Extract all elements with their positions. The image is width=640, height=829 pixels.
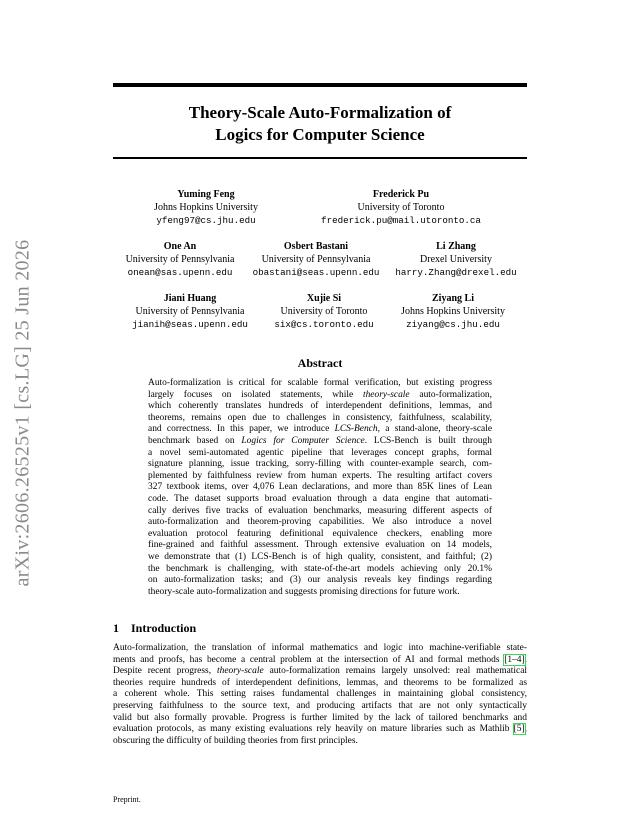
author-email[interactable]: harry.Zhang@drexel.edu — [395, 267, 517, 278]
abstract-line: 327 textbook items, over 4,076 Lean declarations, and more than 85K lines of Lean — [148, 482, 492, 493]
author-affiliation: University of Toronto — [357, 202, 445, 213]
body-line: Auto-formalization, the translation of informal mathematics and logic into machine-verifiable state- — [113, 643, 527, 653]
abstract-line: which coherently translates hundreds of interdependent definitions, lemmas, and — [148, 401, 492, 412]
body-line: evaluation protocols, as many existing evaluations rely heavily on mature libraries such as Mathlib [5], — [113, 724, 527, 735]
author-email[interactable]: jianih@seas.upenn.edu — [132, 319, 248, 330]
author-email[interactable]: ziyang@cs.jhu.edu — [406, 319, 500, 330]
title-bottom-rule — [113, 157, 527, 159]
emphasis: Logics for Computer Science — [241, 435, 365, 446]
abstract-line: the benchmark is challenging, with state-of-the-art models achieving only 20.1% — [148, 563, 492, 574]
abstract-line: evaluation protocol featuring definitional equivalence checkers, enabling more — [148, 528, 492, 539]
abstract-line: fine-grained and faithful assessment. Through extensive evaluation on 14 models, — [148, 540, 492, 551]
author-name: One An — [163, 241, 197, 252]
author-affiliation: University of Pennsylvania — [135, 306, 245, 317]
section-title: Introduction — [131, 621, 197, 635]
author-block — [395, 240, 516, 279]
citation-link[interactable]: [5] — [513, 724, 525, 735]
emphasis: theory-scale — [362, 389, 410, 400]
abstract-line: theorems, remains open due to challenges in consistency, faithfulness, scalability, — [148, 412, 492, 423]
body-line: obscuring the difficulty of building theories from first principles. — [113, 735, 358, 746]
author-email[interactable]: yfeng97@cs.jhu.edu — [156, 215, 256, 226]
paper-title — [113, 102, 527, 146]
author-email[interactable]: onean@sas.upenn.edu — [127, 267, 233, 278]
abstract-line: theory-scale auto-formalization and suggests promising directions for future work. — [148, 586, 460, 597]
title-line-1: Theory-Scale Auto-Formalization of — [188, 103, 452, 122]
abstract-line: a novel semi-automated agentic pipeline that leverages concept graphs, formal — [148, 447, 492, 458]
abstract-line: code. The dataset supports broad evaluation through a data engine that automati- — [148, 493, 492, 504]
abstract-body — [148, 378, 492, 598]
author-email[interactable]: obastani@seas.upenn.edu — [252, 267, 380, 278]
author-affiliation: University of Toronto — [280, 306, 368, 317]
abstract-line: Auto-formalization is critical for scalable formal verification, but existing progress — [148, 378, 492, 388]
intro-paragraph — [113, 643, 527, 747]
body-line: theories require hundreds of interdependent definitions, lemmas, and theorems to be formalized as — [113, 677, 527, 688]
abstract-line: signature planning, issue tracking, sorry-filling with counter-example search, com- — [148, 459, 492, 470]
author-block — [154, 188, 258, 227]
author-block — [126, 240, 235, 279]
author-block — [274, 292, 373, 331]
section-number: 1 — [113, 621, 119, 635]
author-name: Frederick Pu — [372, 189, 430, 200]
abstract-line: plemented by faithfulness review from human experts. The resulting artifact covers — [148, 470, 492, 481]
abstract-line: largely focuses on isolated statements, while theory-scale auto-formalization, — [148, 389, 492, 400]
body-line: ments and proofs, has become a central problem at the intersection of AI and formal methods [1–4]. — [113, 654, 527, 665]
author-affiliation: University of Pennsylvania — [125, 254, 235, 265]
emphasis: LCS-Bench — [334, 424, 378, 435]
author-affiliation: Johns Hopkins University — [401, 306, 505, 317]
abstract-line: on auto-formalization tasks; and (3) our analysis reveals key findings regarding — [148, 575, 492, 586]
body-line: Despite recent progress, theory-scale auto-formalization remains largely unsolved: real mathematical — [113, 666, 528, 677]
abstract-line: benchmark based on Logics for Computer Science. LCS-Bench is built through — [148, 435, 492, 446]
abstract-heading: Abstract — [297, 356, 343, 370]
title-line-2: Logics for Computer Science — [215, 125, 425, 144]
title-top-rule — [113, 83, 527, 87]
author-email[interactable]: six@cs.toronto.edu — [274, 319, 374, 330]
citation-link[interactable]: [1–4] — [504, 654, 525, 665]
author-affiliation: Drexel University — [420, 254, 492, 265]
section-heading — [113, 621, 196, 636]
author-name: Ziyang Li — [432, 293, 474, 304]
author-name: Li Zhang — [436, 241, 476, 252]
author-email[interactable]: frederick.pu@mail.utoronto.ca — [321, 215, 481, 226]
abstract-line: we demonstrate that (1) LCS-Bench is of high quality, consistent, and faithful; (2) — [148, 551, 492, 562]
arxiv-id: arXiv:2606.26525v1 [cs.LG] 25 Jun 2026 — [11, 239, 34, 587]
author-affiliation: Johns Hopkins University — [154, 202, 258, 213]
abstract-line: auto-formalization and theorem-proving capabilities. We also introduce a novel — [148, 517, 492, 528]
abstract-line: and correctness. In this paper, we introduce LCS-Bench, a stand-alone, theory-scale — [148, 424, 493, 435]
body-line: valid but also formally provable. Progress is further limited by the lack of tailored benchmarks and — [113, 712, 527, 723]
author-affiliation: University of Pennsylvania — [261, 254, 371, 265]
emphasis: theory-scale — [217, 666, 264, 677]
author-name: Jiani Huang — [163, 293, 217, 304]
author-block — [321, 188, 481, 227]
arxiv-stamp — [8, 232, 38, 594]
abstract-line: cally derives five tracks of evaluation benchmarks, measuring different aspects of — [148, 505, 492, 516]
author-block — [401, 292, 505, 331]
author-block — [132, 292, 248, 331]
author-block — [253, 240, 380, 279]
author-name: Xujie Si — [306, 293, 342, 304]
body-line: a coherent whole. This setting raises fundamental challenges in maintaining global consistency, — [113, 689, 527, 700]
footer-note: Preprint. — [113, 795, 141, 804]
author-name: Yuming Feng — [177, 189, 235, 200]
author-name: Osbert Bastani — [283, 241, 349, 252]
body-line: preserving faithfulness to the source text, and producing artifacts that are not only syntactically — [113, 700, 527, 711]
